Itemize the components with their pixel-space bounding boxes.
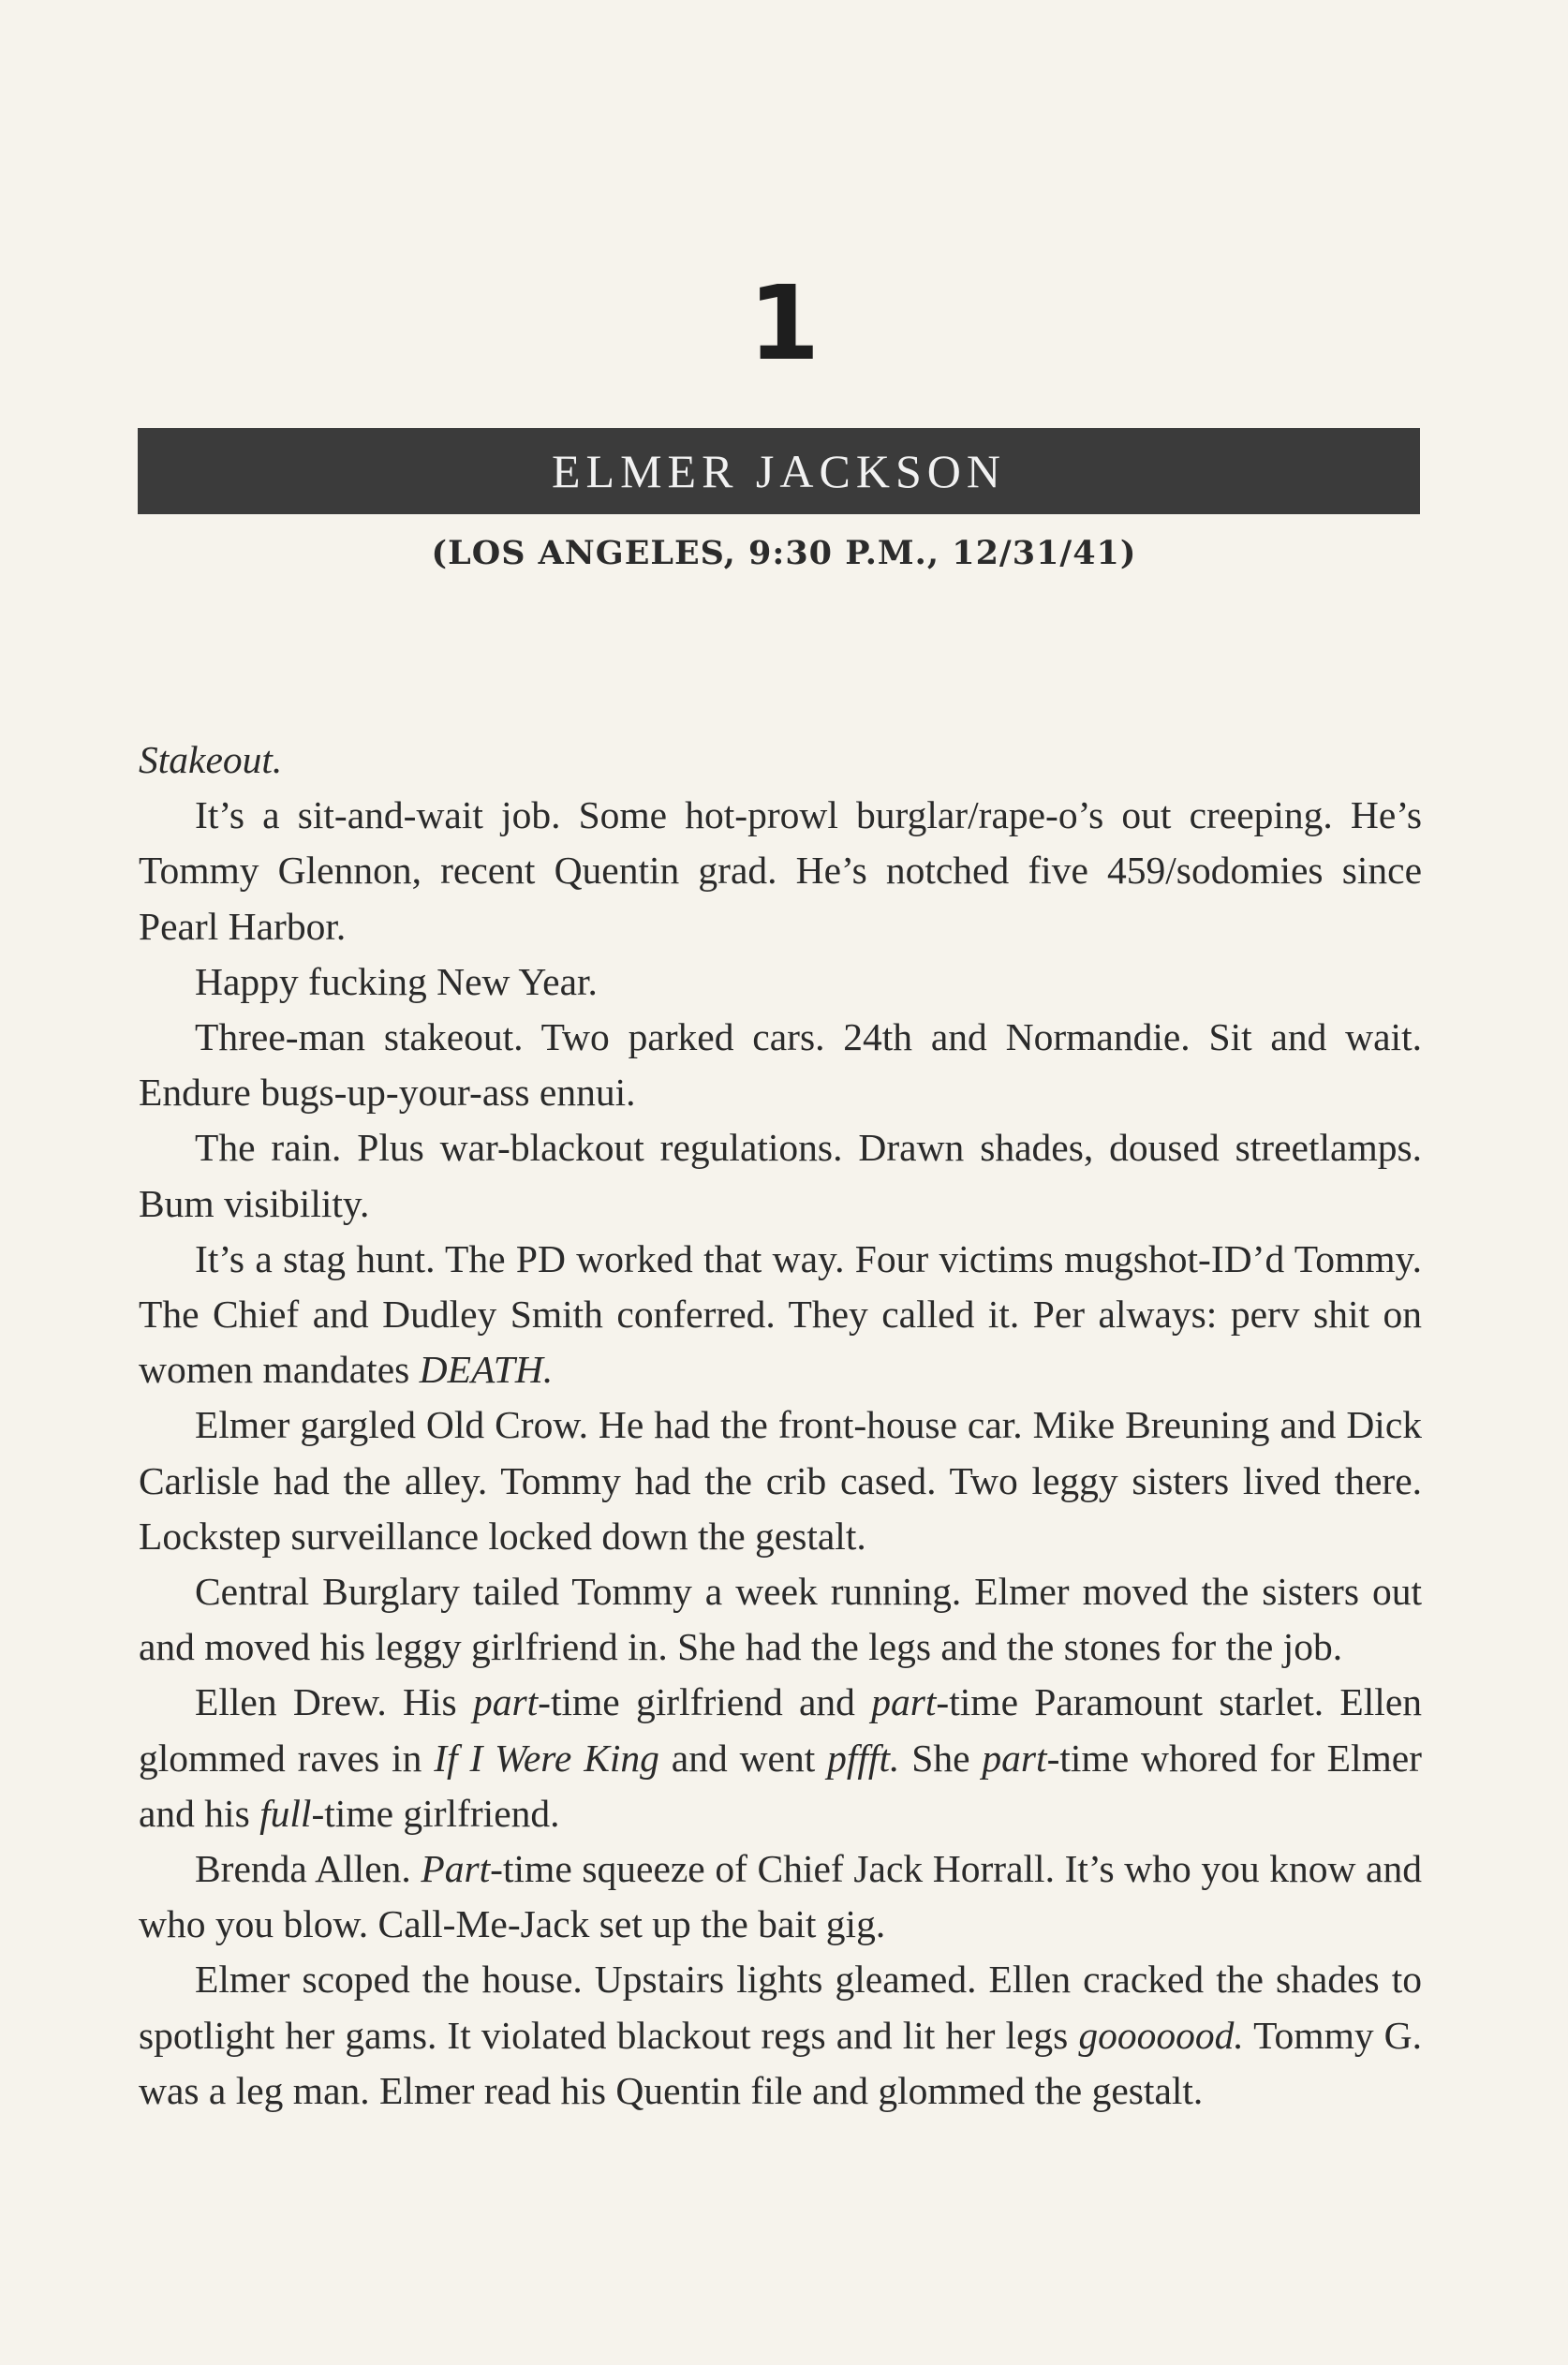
body-paragraph: [139, 732, 1422, 788]
body-paragraph: [139, 1675, 1422, 1841]
text-run: It’s a sit-and-wait job. Some hot-prowl burglar/rape-o’s out creeping. He’s Tommy Glennon, recent Quentin grad. He’s notched five 459/sodomies since Pearl Harbor.: [139, 793, 1422, 948]
text-run: -time girlfriend.: [311, 1791, 560, 1835]
text-run: She: [899, 1736, 983, 1780]
text-run: Elmer scoped the house. Upstairs lights gleamed. Ellen cracked the shades to spotlight her gams. It violated blackout regs and lit her legs: [139, 1958, 1422, 2057]
body-paragraph: [139, 1397, 1422, 1564]
italic-text: part: [472, 1680, 539, 1724]
body-paragraph: [139, 1841, 1422, 1952]
text-run: Elmer gargled Old Crow. He had the front-house car. Mike Breuning and Dick Carlisle had the alley. Tommy had the crib cased. Two leggy sisters lived there. Lockstep surveillance locked down the gestalt.: [139, 1403, 1422, 1558]
chapter-name-banner: [138, 428, 1420, 514]
text-run: -time whored for Elmer and his: [139, 1736, 1423, 1835]
body-paragraph: [139, 788, 1422, 954]
text-run: Brenda Allen.: [195, 1847, 422, 1891]
body-paragraph: [139, 1952, 1422, 2119]
text-run: It’s a stag hunt. The PD worked that way. Four victims mugshot-ID’d Tommy. The Chief and Dudley Smith conferred. They called it. Per always: perv shit on women mandates: [139, 1236, 1422, 1392]
body-paragraph: [139, 1120, 1422, 1231]
italic-text: If I Were King: [434, 1736, 659, 1780]
text-run: -time Paramount starlet. Ellen glommed raves in: [139, 1680, 1422, 1780]
chapter-number: 1: [747, 263, 821, 383]
italic-text: Stakeout.: [139, 738, 283, 781]
italic-text: part: [982, 1736, 1047, 1780]
italic-text: DEATH.: [419, 1348, 554, 1392]
chapter-body-text: [139, 732, 1422, 2119]
body-paragraph: [139, 1232, 1422, 1398]
chapter-name: ELMER JACKSON: [552, 445, 1006, 497]
text-run: and went: [658, 1736, 828, 1780]
text-run: -time girlfriend and: [538, 1680, 872, 1724]
text-run: Central Burglary tailed Tommy a week running. Elmer moved the sisters out and moved his leggy girlfriend in. She had the legs and the stones for the job.: [139, 1570, 1422, 1669]
text-run: -time squeeze of Chief Jack Horrall. It’s who you know and who you blow. Call-Me-Jack set up the bait gig.: [139, 1847, 1422, 1946]
italic-text: pffft.: [827, 1736, 900, 1780]
text-run: Three-man stakeout. Two parked cars. 24th and Normandie. Sit and wait. Endure bugs-up-your-ass ennui.: [139, 1015, 1422, 1115]
text-run: Happy fucking New Year.: [195, 959, 598, 1003]
body-paragraph: [139, 1564, 1422, 1675]
italic-text: full: [259, 1791, 312, 1835]
body-paragraph: [139, 954, 1422, 1010]
body-paragraph: [139, 1010, 1422, 1120]
text-run: The rain. Plus war-blackout regulations. Drawn shades, doused streetlamps. Bum visibility.: [139, 1126, 1422, 1225]
italic-text: Part: [421, 1847, 491, 1891]
chapter-dateline: (LOS ANGELES, 9:30 P.M., 12/31/41): [431, 534, 1137, 572]
text-run: Ellen Drew. His: [195, 1680, 473, 1724]
italic-text: part: [871, 1680, 937, 1724]
italic-text: gooooood.: [1078, 2013, 1244, 2057]
text-run: Tommy G. was a leg man. Elmer read his Quentin file and glommed the gestalt.: [139, 2013, 1423, 2112]
